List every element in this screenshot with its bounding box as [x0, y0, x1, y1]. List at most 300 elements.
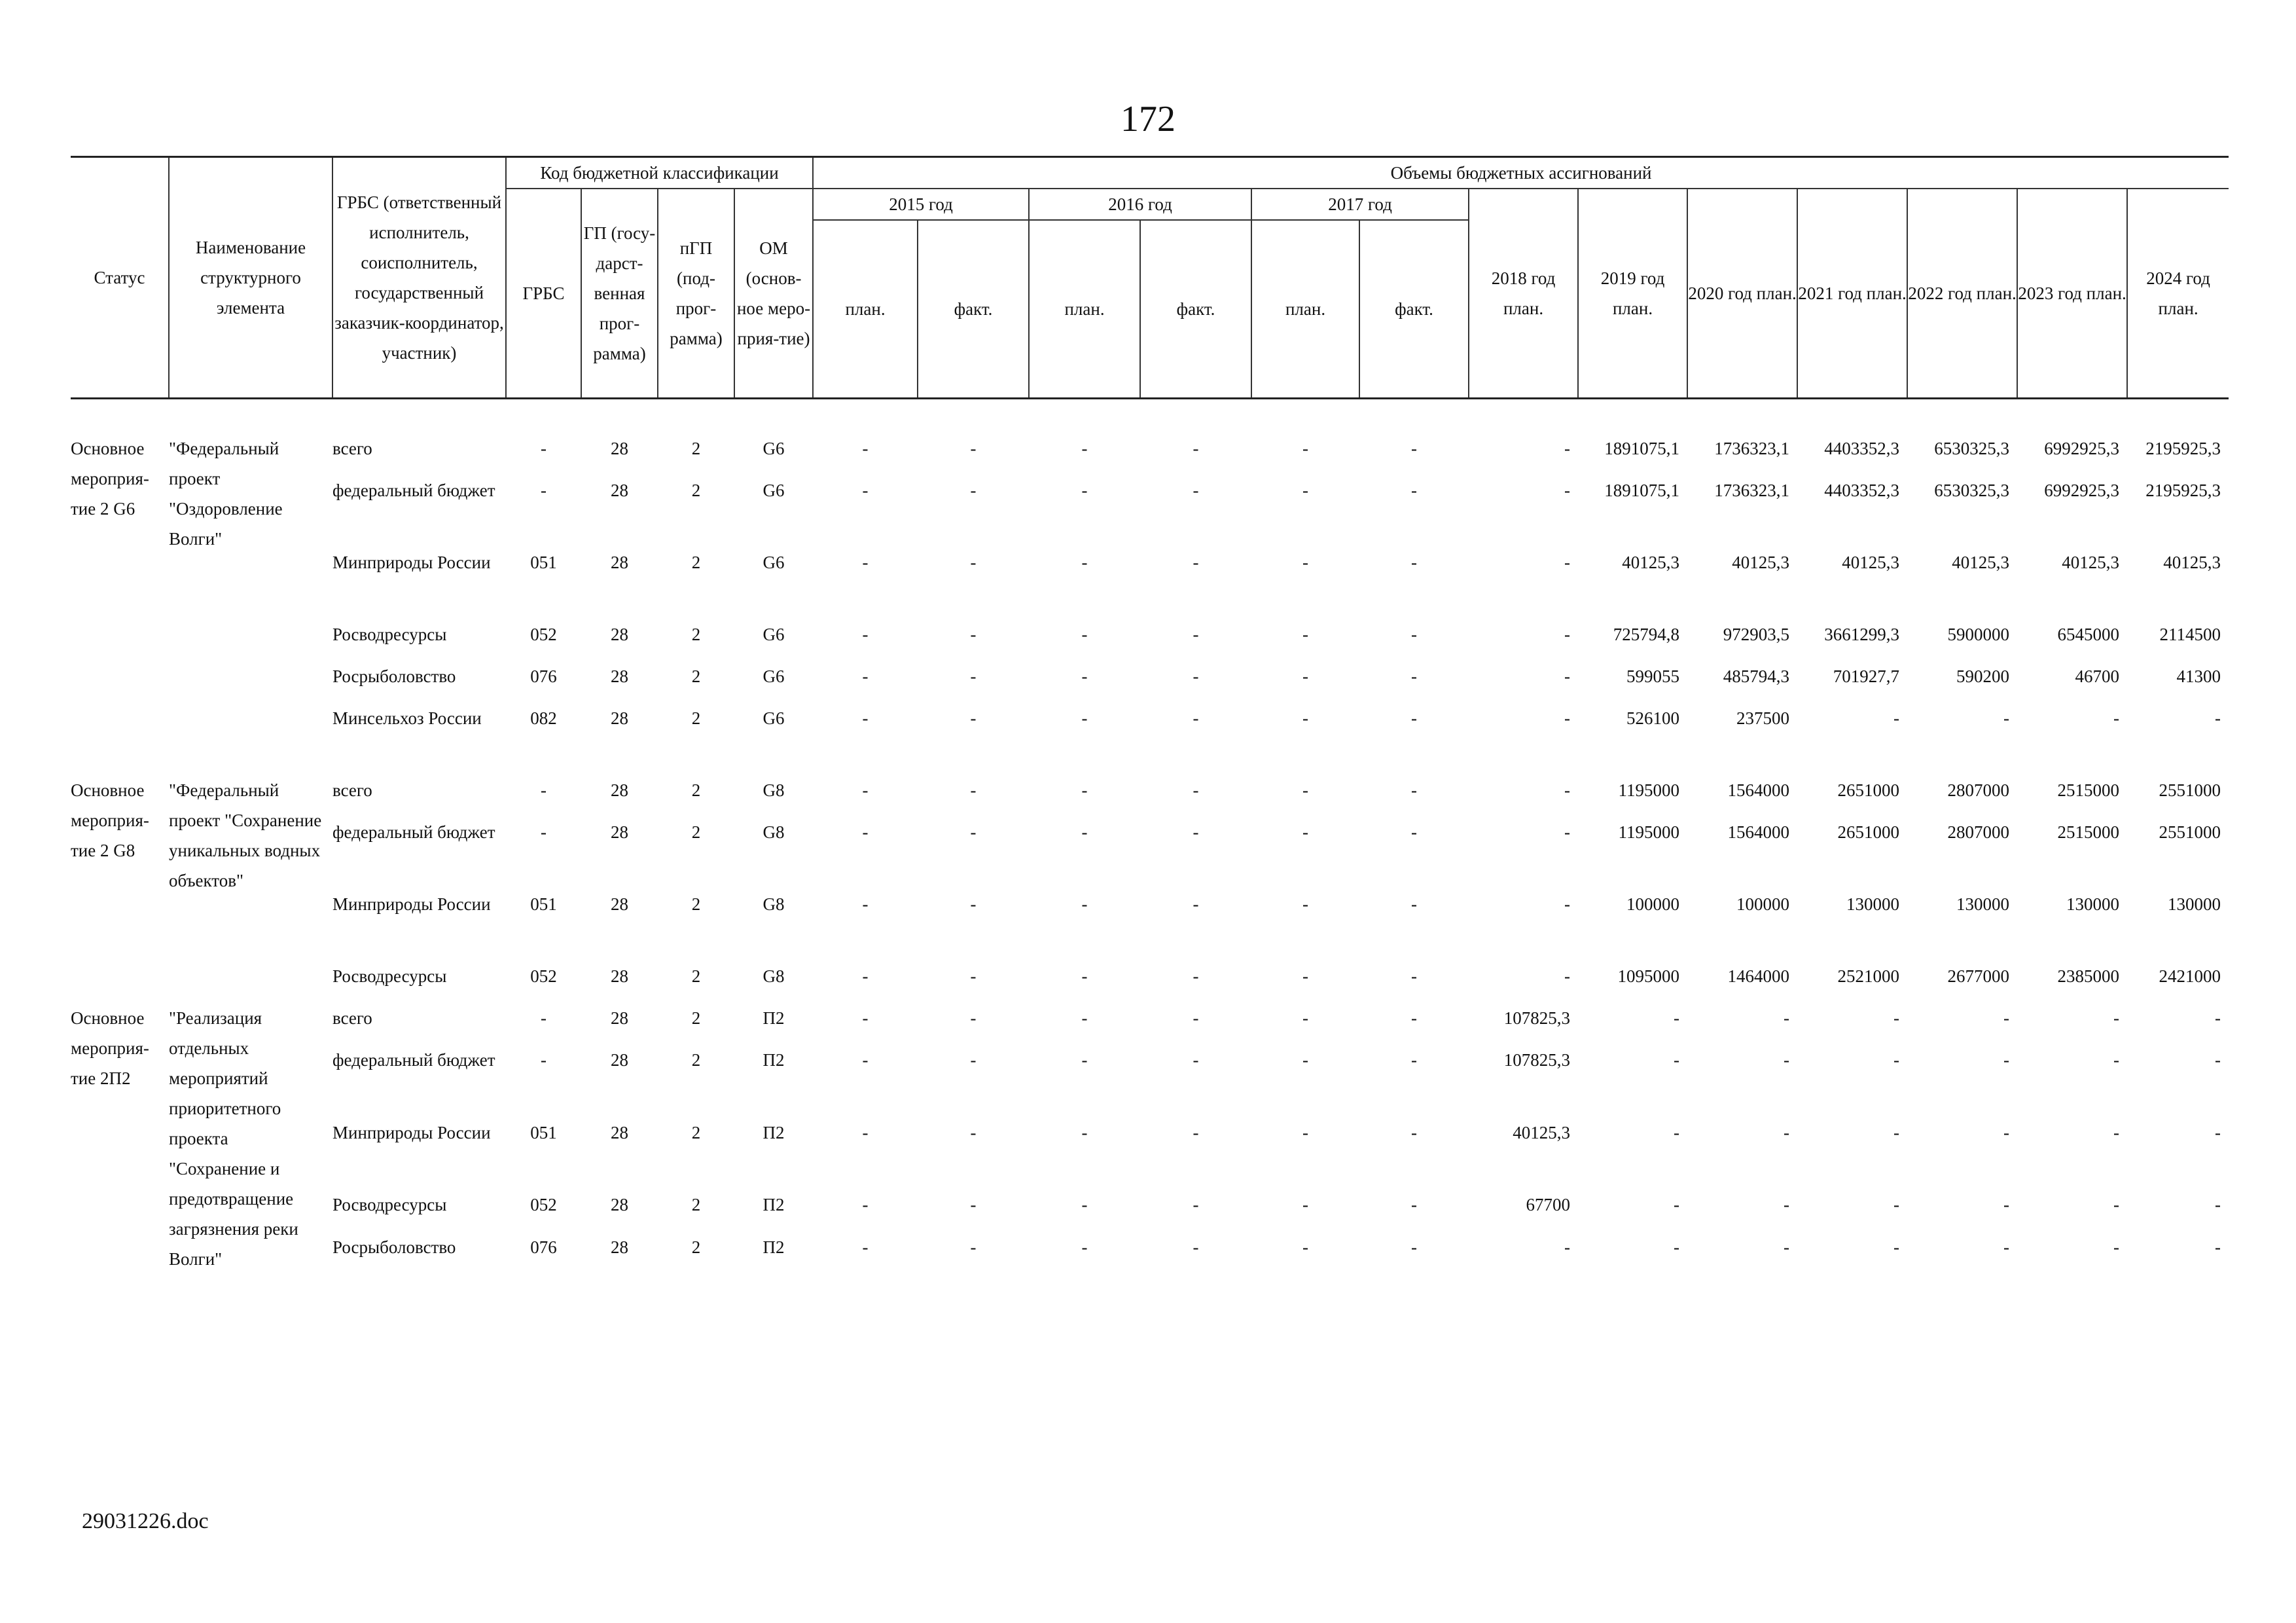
- value-cell: -: [1081, 894, 1088, 914]
- grbs-name-cell: федеральный бюджет: [332, 822, 495, 842]
- value-cell: -: [970, 666, 977, 686]
- value-cell: -: [862, 894, 869, 914]
- value-cell: -: [1081, 553, 1088, 572]
- grbs-code-cell: -: [541, 780, 547, 800]
- value-cell: -: [1564, 780, 1570, 800]
- value-cell: 1891075,1: [1604, 481, 1679, 500]
- value-cell: -: [1564, 625, 1570, 644]
- value-cell: 590200: [1956, 666, 2009, 686]
- value-cell: 237500: [1736, 708, 1789, 728]
- grbs-code-cell: -: [541, 439, 547, 458]
- value-cell: -: [1081, 708, 1088, 728]
- value-cell: -: [1564, 1237, 1570, 1257]
- pgp-cell: 2: [691, 708, 701, 728]
- value-cell: 2807000: [1947, 822, 2009, 842]
- value-cell: -: [1193, 780, 1199, 800]
- value-cell: -: [1674, 1195, 1679, 1215]
- value-cell: -: [970, 1008, 977, 1028]
- value-cell: -: [2003, 1122, 2009, 1142]
- value-cell: -: [1081, 1008, 1088, 1028]
- value-cell: 2651000: [1837, 822, 1899, 842]
- value-cell: 4403352,3: [1824, 481, 1899, 500]
- header-year-2017: 2017 год: [1251, 189, 1469, 220]
- value-cell: -: [1081, 1122, 1088, 1142]
- value-cell: -: [970, 1050, 977, 1070]
- value-cell: -: [1564, 439, 1570, 458]
- grbs-name-cell: Минприроды России: [332, 553, 491, 572]
- value-cell: -: [2215, 1122, 2221, 1142]
- grbs-name-cell: Росводресурсы: [332, 966, 447, 986]
- grbs-name-cell: Росводресурсы: [332, 1195, 447, 1215]
- om-cell: П2: [762, 1195, 785, 1215]
- header-year-2022: 2022 год план.: [1907, 189, 2017, 398]
- value-cell: -: [970, 1237, 977, 1257]
- value-cell: -: [2113, 1122, 2119, 1142]
- gp-cell: 28: [611, 966, 628, 986]
- value-cell: -: [1674, 1237, 1679, 1257]
- header-year-2023: 2023 год план.: [2017, 189, 2127, 398]
- grbs-name-cell: Росрыболовство: [332, 1237, 456, 1257]
- header-2017-fact: факт.: [1359, 220, 1469, 398]
- om-cell: G8: [762, 780, 785, 800]
- group-name: "Федеральный проект "Сохранение уникальных водных объектов": [169, 780, 322, 890]
- value-cell: -: [1193, 481, 1199, 500]
- group-name: "Реализация отдельных мероприятий приоритетного проекта "Сохранение и предотвращение загрязнения реки Волги": [169, 1008, 298, 1269]
- value-cell: -: [1893, 1237, 1899, 1257]
- value-cell: -: [2113, 1008, 2119, 1028]
- value-cell: 2651000: [1837, 780, 1899, 800]
- value-cell: -: [1302, 625, 1308, 644]
- value-cell: -: [1893, 1195, 1899, 1215]
- table-row: [71, 1232, 2229, 1274]
- value-cell: 40125,3: [1952, 553, 2009, 572]
- table-row: [71, 703, 2229, 775]
- value-cell: -: [1302, 966, 1308, 986]
- grbs-name-cell: Минприроды России: [332, 894, 491, 914]
- value-cell: -: [1784, 1008, 1789, 1028]
- value-cell: -: [1564, 894, 1570, 914]
- value-cell: 701927,7: [1833, 666, 1899, 686]
- table-row: [71, 661, 2229, 703]
- value-cell: 2195925,3: [2145, 481, 2221, 500]
- value-cell: 1736323,1: [1714, 481, 1789, 500]
- value-cell: -: [1674, 1122, 1679, 1142]
- value-cell: -: [1411, 439, 1417, 458]
- value-cell: -: [862, 481, 869, 500]
- value-cell: -: [1193, 1237, 1199, 1257]
- om-cell: G6: [762, 625, 785, 644]
- om-cell: G8: [762, 966, 785, 986]
- value-cell: 485794,3: [1723, 666, 1789, 686]
- value-cell: -: [1302, 1237, 1308, 1257]
- value-cell: 6530325,3: [1934, 439, 2009, 458]
- value-cell: -: [862, 439, 869, 458]
- grbs-name-cell: Росводресурсы: [332, 625, 447, 644]
- value-cell: -: [970, 822, 977, 842]
- value-cell: 46700: [2075, 666, 2119, 686]
- value-cell: 40125,3: [1842, 553, 1899, 572]
- value-cell: -: [2215, 1050, 2221, 1070]
- value-cell: -: [970, 1195, 977, 1215]
- value-cell: 130000: [2066, 894, 2119, 914]
- value-cell: -: [1302, 1195, 1308, 1215]
- value-cell: 2807000: [1947, 780, 2009, 800]
- value-cell: 1564000: [1727, 822, 1789, 842]
- value-cell: -: [1564, 481, 1570, 500]
- header-volumes-group: Объемы бюджетных ассигнований: [813, 157, 2229, 189]
- value-cell: -: [862, 1237, 869, 1257]
- header-year-2019: 2019 год план.: [1578, 189, 1687, 398]
- om-cell: G8: [762, 822, 785, 842]
- header-name: Наименование структурного элемента: [169, 157, 332, 399]
- value-cell: -: [1411, 708, 1417, 728]
- header-grbs-resp: ГРБС (ответственный исполнитель, соисполнитель, государственный заказчик-координатор, участник): [332, 157, 506, 399]
- value-cell: 1464000: [1727, 966, 1789, 986]
- header-2015-fact: факт.: [918, 220, 1029, 398]
- gp-cell: 28: [611, 1237, 628, 1257]
- grbs-name-cell: федеральный бюджет: [332, 481, 495, 500]
- grbs-code-cell: -: [541, 481, 547, 500]
- value-cell: -: [1081, 966, 1088, 986]
- value-cell: -: [862, 966, 869, 986]
- value-cell: 6992925,3: [2044, 481, 2119, 500]
- table-row: [71, 433, 2229, 475]
- grbs-name-cell: всего: [332, 1008, 372, 1028]
- grbs-name-cell: всего: [332, 439, 372, 458]
- value-cell: 41300: [2176, 666, 2221, 686]
- value-cell: -: [2003, 1050, 2009, 1070]
- header-gp: ГП (госу-дарст-венная прог-рамма): [581, 189, 658, 398]
- header-grbs: ГРБС: [506, 189, 581, 398]
- pgp-cell: 2: [691, 553, 701, 572]
- value-cell: 2114500: [2159, 625, 2221, 644]
- grbs-code-cell: 076: [530, 666, 557, 686]
- grbs-code-cell: -: [541, 1008, 547, 1028]
- value-cell: 1891075,1: [1604, 439, 1679, 458]
- value-cell: 725794,8: [1613, 625, 1679, 644]
- value-cell: -: [1784, 1050, 1789, 1070]
- pgp-cell: 2: [691, 1122, 701, 1142]
- value-cell: 2515000: [2057, 780, 2119, 800]
- grbs-code-cell: -: [541, 822, 547, 842]
- value-cell: -: [862, 666, 869, 686]
- grbs-name-cell: Минприроды России: [332, 1122, 491, 1142]
- header-year-2024: 2024 год план.: [2127, 189, 2229, 398]
- gp-cell: 28: [611, 553, 628, 572]
- value-cell: -: [970, 439, 977, 458]
- value-cell: 526100: [1626, 708, 1679, 728]
- value-cell: -: [2003, 708, 2009, 728]
- value-cell: -: [1302, 1122, 1308, 1142]
- pgp-cell: 2: [691, 966, 701, 986]
- value-cell: -: [970, 553, 977, 572]
- value-cell: 100000: [1626, 894, 1679, 914]
- om-cell: G6: [762, 708, 785, 728]
- value-cell: -: [1193, 625, 1199, 644]
- value-cell: 6530325,3: [1934, 481, 2009, 500]
- value-cell: -: [970, 625, 977, 644]
- table-row: [71, 475, 2229, 547]
- value-cell: -: [1302, 439, 1308, 458]
- gp-cell: 28: [611, 708, 628, 728]
- group-status: Основное мероприя-тие 2 G6: [71, 439, 149, 519]
- value-cell: -: [1411, 666, 1417, 686]
- value-cell: -: [1193, 553, 1199, 572]
- gp-cell: 28: [611, 780, 628, 800]
- value-cell: -: [1674, 1008, 1679, 1028]
- table-row: [71, 775, 2229, 817]
- grbs-code-cell: 051: [530, 553, 557, 572]
- grbs-name-cell: всего: [332, 780, 372, 800]
- value-cell: -: [1193, 708, 1199, 728]
- value-cell: -: [1081, 1195, 1088, 1215]
- value-cell: -: [1411, 553, 1417, 572]
- table-row: [71, 961, 2229, 1003]
- value-cell: -: [1411, 1008, 1417, 1028]
- om-cell: G8: [762, 894, 785, 914]
- value-cell: 40125,3: [2163, 553, 2221, 572]
- value-cell: 2521000: [1837, 966, 1899, 986]
- om-cell: G6: [762, 553, 785, 572]
- table-row: [71, 817, 2229, 889]
- value-cell: -: [1302, 1050, 1308, 1070]
- header-om: ОМ (основ-ное меро-прия-тие): [734, 189, 813, 398]
- value-cell: -: [1784, 1195, 1789, 1215]
- value-cell: -: [862, 708, 869, 728]
- value-cell: 4403352,3: [1824, 439, 1899, 458]
- value-cell: -: [2113, 1050, 2119, 1070]
- value-cell: -: [862, 1008, 869, 1028]
- value-cell: -: [1302, 894, 1308, 914]
- value-cell: -: [862, 553, 869, 572]
- grbs-code-cell: 052: [530, 1195, 557, 1215]
- group-status: Основное мероприя-тие 2 G8: [71, 780, 149, 860]
- om-cell: П2: [762, 1237, 785, 1257]
- group-status: Основное мероприя-тие 2П2: [71, 1008, 149, 1088]
- value-cell: 130000: [1846, 894, 1899, 914]
- value-cell: -: [1893, 1008, 1899, 1028]
- om-cell: G6: [762, 481, 785, 500]
- value-cell: -: [1564, 666, 1570, 686]
- value-cell: -: [1193, 822, 1199, 842]
- value-cell: -: [1674, 1050, 1679, 1070]
- pgp-cell: 2: [691, 1195, 701, 1215]
- gp-cell: 28: [611, 625, 628, 644]
- gp-cell: 28: [611, 894, 628, 914]
- header-status: Статус: [94, 267, 145, 287]
- value-cell: -: [1193, 1050, 1199, 1070]
- value-cell: -: [1193, 1122, 1199, 1142]
- value-cell: -: [1193, 894, 1199, 914]
- value-cell: -: [1411, 1122, 1417, 1142]
- value-cell: 107825,3: [1503, 1008, 1570, 1028]
- value-cell: 2515000: [2057, 822, 2119, 842]
- value-cell: 972903,5: [1723, 625, 1789, 644]
- table-body: [71, 433, 2228, 1274]
- om-cell: П2: [762, 1008, 785, 1028]
- value-cell: -: [1193, 966, 1199, 986]
- value-cell: -: [862, 822, 869, 842]
- page-number: 172: [1121, 99, 1175, 139]
- om-cell: G6: [762, 439, 785, 458]
- grbs-name-cell: федеральный бюджет: [332, 1050, 495, 1070]
- value-cell: -: [970, 481, 977, 500]
- group-name: "Федеральный проект "Оздоровление Волги": [169, 439, 283, 549]
- value-cell: -: [1193, 1008, 1199, 1028]
- pgp-cell: 2: [691, 666, 701, 686]
- value-cell: -: [1893, 1122, 1899, 1142]
- gp-cell: 28: [611, 666, 628, 686]
- value-cell: -: [1302, 553, 1308, 572]
- header-year-2018: 2018 год план.: [1469, 189, 1578, 398]
- pgp-cell: 2: [691, 894, 701, 914]
- header-2016-plan: план.: [1029, 220, 1140, 398]
- gp-cell: 28: [611, 1122, 628, 1142]
- table-row: [71, 1118, 2229, 1190]
- value-cell: -: [1893, 708, 1899, 728]
- table-header: [71, 156, 2228, 399]
- value-cell: -: [1411, 822, 1417, 842]
- value-cell: -: [2113, 1195, 2119, 1215]
- value-cell: 2551000: [2159, 822, 2221, 842]
- value-cell: -: [1411, 625, 1417, 644]
- value-cell: 40125,3: [1732, 553, 1789, 572]
- value-cell: -: [1411, 1237, 1417, 1257]
- value-cell: -: [1784, 1122, 1789, 1142]
- value-cell: -: [1193, 1195, 1199, 1215]
- header-year-2020: 2020 год план.: [1687, 189, 1797, 398]
- grbs-name-cell: Минсельхоз России: [332, 708, 482, 728]
- value-cell: 40125,3: [2062, 553, 2119, 572]
- value-cell: -: [970, 894, 977, 914]
- table-row: [71, 619, 2229, 661]
- value-cell: -: [1081, 822, 1088, 842]
- value-cell: -: [1193, 666, 1199, 686]
- header-code-group: Код бюджетной классификации: [506, 157, 813, 189]
- gp-cell: 28: [611, 822, 628, 842]
- value-cell: 40125,3: [1622, 553, 1679, 572]
- om-cell: G6: [762, 666, 785, 686]
- value-cell: -: [1411, 1195, 1417, 1215]
- value-cell: 6545000: [2057, 625, 2119, 644]
- value-cell: -: [2215, 1237, 2221, 1257]
- header-2017-plan: план.: [1251, 220, 1359, 398]
- value-cell: -: [2003, 1237, 2009, 1257]
- value-cell: 1195000: [1618, 780, 1679, 800]
- value-cell: 5900000: [1947, 625, 2009, 644]
- table-row: [71, 1045, 2229, 1118]
- value-cell: -: [1193, 439, 1199, 458]
- value-cell: 40125,3: [1513, 1122, 1570, 1142]
- grbs-code-cell: 051: [530, 1122, 557, 1142]
- om-cell: П2: [762, 1122, 785, 1142]
- value-cell: -: [1081, 1237, 1088, 1257]
- value-cell: -: [1564, 708, 1570, 728]
- om-cell: П2: [762, 1050, 785, 1070]
- table-row: [71, 889, 2229, 961]
- table-row: [71, 1003, 2229, 1045]
- table-row: [71, 547, 2229, 619]
- grbs-code-cell: 051: [530, 894, 557, 914]
- table-row: [71, 1190, 2229, 1231]
- value-cell: 1736323,1: [1714, 439, 1789, 458]
- header-year-2021: 2021 год план.: [1797, 189, 1907, 398]
- value-cell: -: [2003, 1008, 2009, 1028]
- value-cell: 1564000: [1727, 780, 1789, 800]
- value-cell: 6992925,3: [2044, 439, 2119, 458]
- value-cell: -: [1081, 625, 1088, 644]
- header-year-2016: 2016 год: [1029, 189, 1251, 220]
- value-cell: -: [862, 1050, 869, 1070]
- pgp-cell: 2: [691, 780, 701, 800]
- value-cell: -: [1411, 1050, 1417, 1070]
- gp-cell: 28: [611, 1195, 628, 1215]
- value-cell: -: [2113, 708, 2119, 728]
- value-cell: -: [1302, 481, 1308, 500]
- value-cell: -: [1411, 894, 1417, 914]
- value-cell: -: [1564, 822, 1570, 842]
- value-cell: 2421000: [2159, 966, 2221, 986]
- value-cell: -: [970, 966, 977, 986]
- header-2016-fact: факт.: [1140, 220, 1251, 398]
- value-cell: -: [1564, 966, 1570, 986]
- value-cell: 2677000: [1947, 966, 2009, 986]
- value-cell: 2385000: [2057, 966, 2119, 986]
- value-cell: -: [1302, 666, 1308, 686]
- grbs-name-cell: Росрыболовство: [332, 666, 456, 686]
- value-cell: -: [970, 1122, 977, 1142]
- pgp-cell: 2: [691, 625, 701, 644]
- value-cell: -: [2003, 1195, 2009, 1215]
- value-cell: -: [862, 1195, 869, 1215]
- value-cell: 3661299,3: [1824, 625, 1899, 644]
- value-cell: -: [1081, 780, 1088, 800]
- value-cell: 107825,3: [1503, 1050, 1570, 1070]
- value-cell: 2195925,3: [2145, 439, 2221, 458]
- value-cell: -: [2215, 1195, 2221, 1215]
- grbs-code-cell: 082: [530, 708, 557, 728]
- header-pgp: пГП (под-прог-рамма): [658, 189, 734, 398]
- gp-cell: 28: [611, 1008, 628, 1028]
- grbs-code-cell: 052: [530, 625, 557, 644]
- value-cell: 67700: [1526, 1195, 1570, 1215]
- gp-cell: 28: [611, 439, 628, 458]
- value-cell: -: [1302, 822, 1308, 842]
- pgp-cell: 2: [691, 1237, 701, 1257]
- value-cell: -: [862, 780, 869, 800]
- value-cell: -: [1893, 1050, 1899, 1070]
- value-cell: -: [1564, 553, 1570, 572]
- gp-cell: 28: [611, 1050, 628, 1070]
- value-cell: 2551000: [2159, 780, 2221, 800]
- header-2015-plan: план.: [813, 220, 918, 398]
- value-cell: -: [2215, 1008, 2221, 1028]
- grbs-code-cell: 076: [530, 1237, 557, 1257]
- footer-filename: 29031226.doc: [82, 1509, 209, 1533]
- value-cell: 599055: [1626, 666, 1679, 686]
- value-cell: 1195000: [1618, 822, 1679, 842]
- value-cell: -: [1411, 780, 1417, 800]
- grbs-code-cell: -: [541, 1050, 547, 1070]
- value-cell: -: [2113, 1237, 2119, 1257]
- value-cell: 130000: [1956, 894, 2009, 914]
- value-cell: -: [1081, 481, 1088, 500]
- pgp-cell: 2: [691, 1008, 701, 1028]
- value-cell: -: [970, 708, 977, 728]
- pgp-cell: 2: [691, 1050, 701, 1070]
- gp-cell: 28: [611, 481, 628, 500]
- value-cell: -: [1302, 780, 1308, 800]
